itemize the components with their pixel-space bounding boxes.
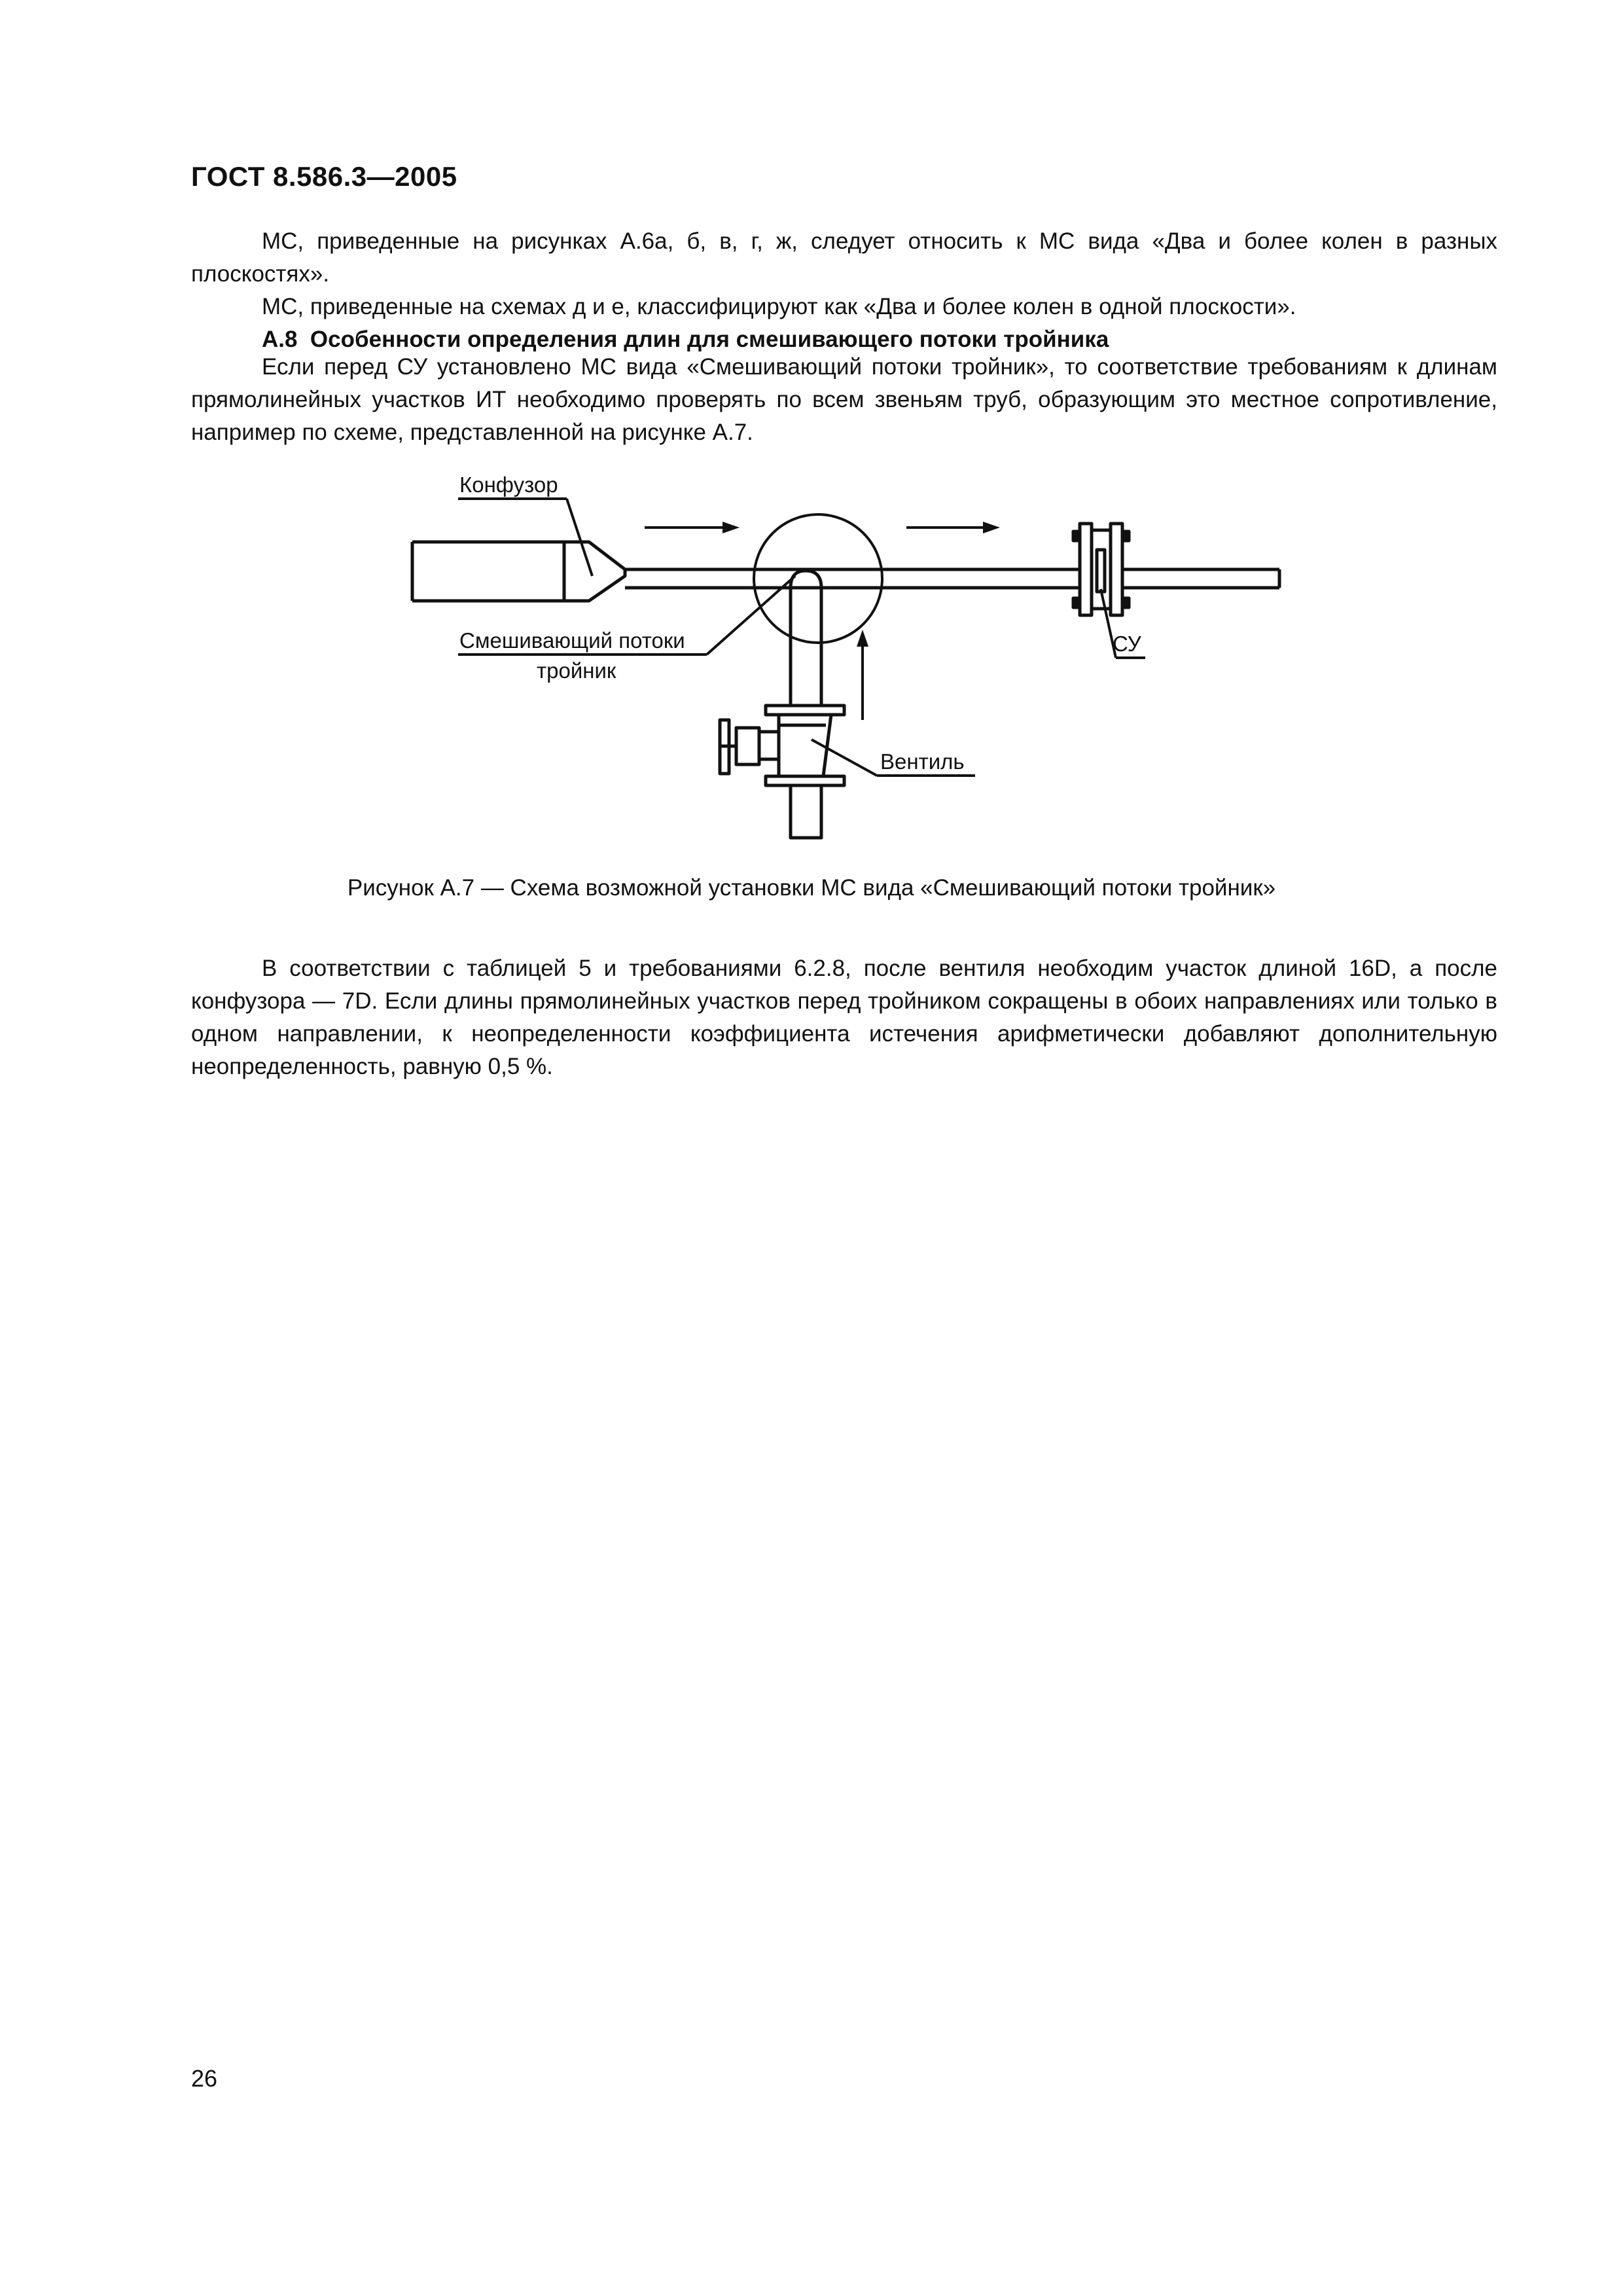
leader-valve (812, 740, 877, 776)
section-number: А.8 (262, 327, 298, 352)
text-block-bottom (191, 952, 1497, 1083)
leader-confuser (567, 499, 592, 576)
figure-caption: Рисунок А.7 — Схема возможной установки МС вида «Смешивающий потоки тройник» (347, 875, 1276, 901)
main-pipe (625, 569, 1279, 588)
label-tee-line2: тройник (537, 658, 616, 683)
paragraph-2: МС, приведенные на схемах д и е, классифицируют как «Два и более колен в одной плоскости». (262, 294, 1296, 319)
confuser-shape (564, 542, 625, 601)
paragraph-1: МС, приведенные на рисунках А.6а, б, в, г, ж, следует относить к МС вида «Два и более колен в разных плоскостях». (191, 228, 1497, 287)
inlet-pipe (412, 542, 564, 601)
paragraph-3: Если перед СУ установлено МС вида «Смешивающий потоки тройник», то соответствие требованиям к длинам прямолинейных участков ИТ необходимо проверять по всем звеньям труб, образующим это местное сопротивление, например по схеме, представленной на рисунке А.7. (191, 354, 1497, 445)
label-valve: Вентиль (880, 749, 965, 774)
label-su: СУ (1113, 632, 1141, 656)
label-tee-line1: Смешивающий потоки (459, 628, 685, 653)
figure-a7-diagram (0, 0, 1623, 864)
section-title: Особенности определения длин для смешивающего потоки тройника (310, 327, 1109, 352)
document-header: ГОСТ 8.586.3—2005 (191, 161, 457, 192)
paragraph-4: В соответствии с таблицей 5 и требованиями 6.2.8, после вентиля необходим участок длиной 16D, а после конфузора — 7D. Если длины прямолинейных участков перед тройником сокращены в обоих направлениях или только в одном направлении, к неопределенности коэффициента истечения арифметически добавляют дополнительную неопределенность, равную 0,5 %. (191, 956, 1497, 1079)
valve-stem (759, 732, 779, 759)
su-flange-right (1111, 524, 1122, 615)
su-orifice (1097, 550, 1105, 592)
page-number: 26 (191, 2065, 218, 2092)
su-flange-left (1080, 524, 1092, 615)
label-confuser: Конфузор (459, 473, 558, 497)
